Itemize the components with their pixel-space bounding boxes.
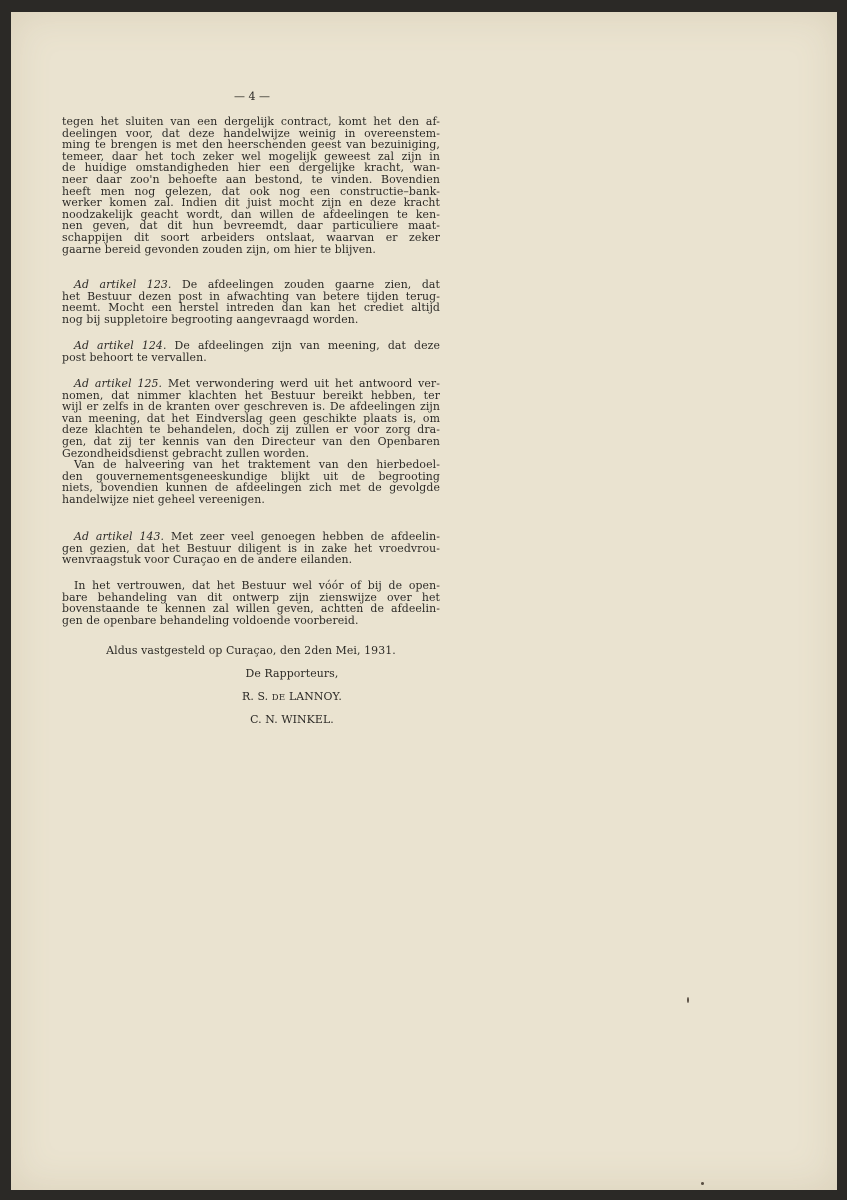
text-span: In het vertrouwen, dat het Bestuur wel vóór of bij de open-	[74, 579, 440, 592]
rapporteurs-label: De Rapporteurs,	[245, 667, 339, 680]
text-line: wijl er zelfs in de kranten over geschreven is. De afdeelingen zijn	[62, 400, 440, 414]
paper-speck	[701, 1182, 704, 1185]
text-line: niets, bovendien kunnen de afdeelingen zich met de gevolgde	[62, 481, 440, 495]
text-line: wenvraagstuk voor Curaçao en de andere eilanden.	[62, 553, 353, 567]
text-span: Met zeer veel genoegen hebben de afdeelin-	[170, 530, 440, 543]
paragraph-closing	[62, 580, 440, 626]
article-reference: Ad artikel 125.	[74, 377, 163, 390]
text-line: tegen het sluiten van een dergelijk contract, komt het den af-	[62, 115, 440, 128]
signatory-surname: LANNOY.	[288, 690, 342, 703]
paragraph-artikel-143	[62, 531, 440, 566]
text-span: Van de halveering van het traktement van den hierbedoel-	[74, 458, 440, 472]
text-line: werker komen zal. Indien dit juist mocht zijn en deze kracht	[62, 196, 440, 210]
text-line: schappijen dit soort arbeiders ontslaat, waarvan er zeker	[62, 230, 440, 244]
text-line: nomen, dat nimmer klachten het Bestuur bereikt hebben, ter	[62, 388, 440, 402]
text-line: temeer, daar het toch zeker wel mogelijk geweest zal zijn in	[62, 149, 440, 163]
text-line: deelingen voor, dat deze handelwijze weinig in overeenstem-	[62, 126, 440, 140]
text-line: gaarne bereid gevonden zouden zijn, om hier te blijven.	[62, 242, 376, 256]
text-line: nen geven, dat dit hun bevreemdt, daar particuliere maat-	[62, 219, 440, 233]
article-reference: Ad artikel 143.	[74, 530, 165, 543]
text-line: gen de openbare behandeling voldoende voorbereid.	[62, 613, 359, 627]
text-line	[62, 378, 440, 390]
text-line: noodzakelijk geacht wordt, dan willen de afdeelingen te ken-	[62, 207, 440, 221]
text-line	[62, 580, 440, 592]
text-line: den gouvernementsgeneeskundige blijkt uit de begrooting	[62, 469, 440, 483]
text-line: heeft men nog gelezen, dat ook nog een constructie–bank-	[62, 184, 440, 198]
paragraph-continuation	[62, 116, 440, 255]
text-line: van meening, dat het Eindverslag geen geschikte plaats is, om	[62, 411, 440, 425]
text-line: nog bij suppletoire begrooting aangevraagd worden.	[62, 312, 359, 326]
paragraph-artikel-123	[62, 279, 440, 325]
text-line	[62, 279, 440, 291]
paper-speck	[687, 997, 689, 1003]
text-line: gen, dat zij ter kennis van den Directeur van den Openbaren	[62, 434, 440, 448]
text-line	[62, 459, 440, 471]
article-reference: Ad artikel 124.	[74, 339, 167, 352]
page-number: — 4 —	[234, 90, 270, 103]
text-line: gen gezien, dat het Bestuur diligent is in zake het vroedvrou-	[62, 541, 440, 555]
text-line: neer daar zoo'n behoefte aan bestond, te vinden. Bovendien	[62, 172, 440, 186]
text-line: Gezondheidsdienst gebracht zullen worden.	[62, 446, 310, 460]
text-line: bare behandeling van dit ontwerp zijn zienswijze over het	[62, 590, 440, 604]
text-line: ming te brengen is met den heerschenden geest van bezuiniging,	[62, 138, 440, 152]
article-reference: Ad artikel 123.	[74, 278, 172, 291]
text-line	[62, 531, 440, 543]
text-line: neemt. Mocht een herstel intreden dan kan het crediet altijd	[62, 301, 440, 315]
text-line: het Bestuur dezen post in afwachting van betere tijden terug-	[62, 289, 440, 303]
signatory-2: C. N. WINKEL.	[250, 713, 334, 726]
text-line: deze klachten te behandelen, doch zij zullen er voor zorg dra-	[62, 423, 440, 437]
date-line: Aldus vastgesteld op Curaçao, den 2den Mei, 1931.	[106, 644, 396, 657]
document-page	[11, 12, 837, 1190]
signatory-1	[172, 691, 412, 705]
text-span: Met verwondering werd uit het antwoord ver-	[167, 377, 440, 390]
text-line: post behoort te vervallen.	[62, 350, 207, 364]
signatory-initials: R. S.	[242, 690, 269, 703]
text-line: de huidige omstandigheden hier een dergelijke kracht, wan-	[62, 161, 440, 175]
text-line	[62, 340, 440, 352]
paragraph-artikel-125	[62, 378, 440, 506]
text-span: De afdeelingen zijn van meening, dat deze	[174, 339, 441, 352]
text-line: bovenstaande te kennen zal willen geven, achtten de afdeelin-	[62, 602, 440, 616]
paragraph-artikel-124	[62, 340, 440, 363]
text-line: handelwijze niet geheel vereenigen.	[62, 492, 265, 506]
signatory-particle: DE	[271, 693, 286, 703]
text-span: De afdeelingen zouden gaarne zien, dat	[181, 278, 440, 291]
